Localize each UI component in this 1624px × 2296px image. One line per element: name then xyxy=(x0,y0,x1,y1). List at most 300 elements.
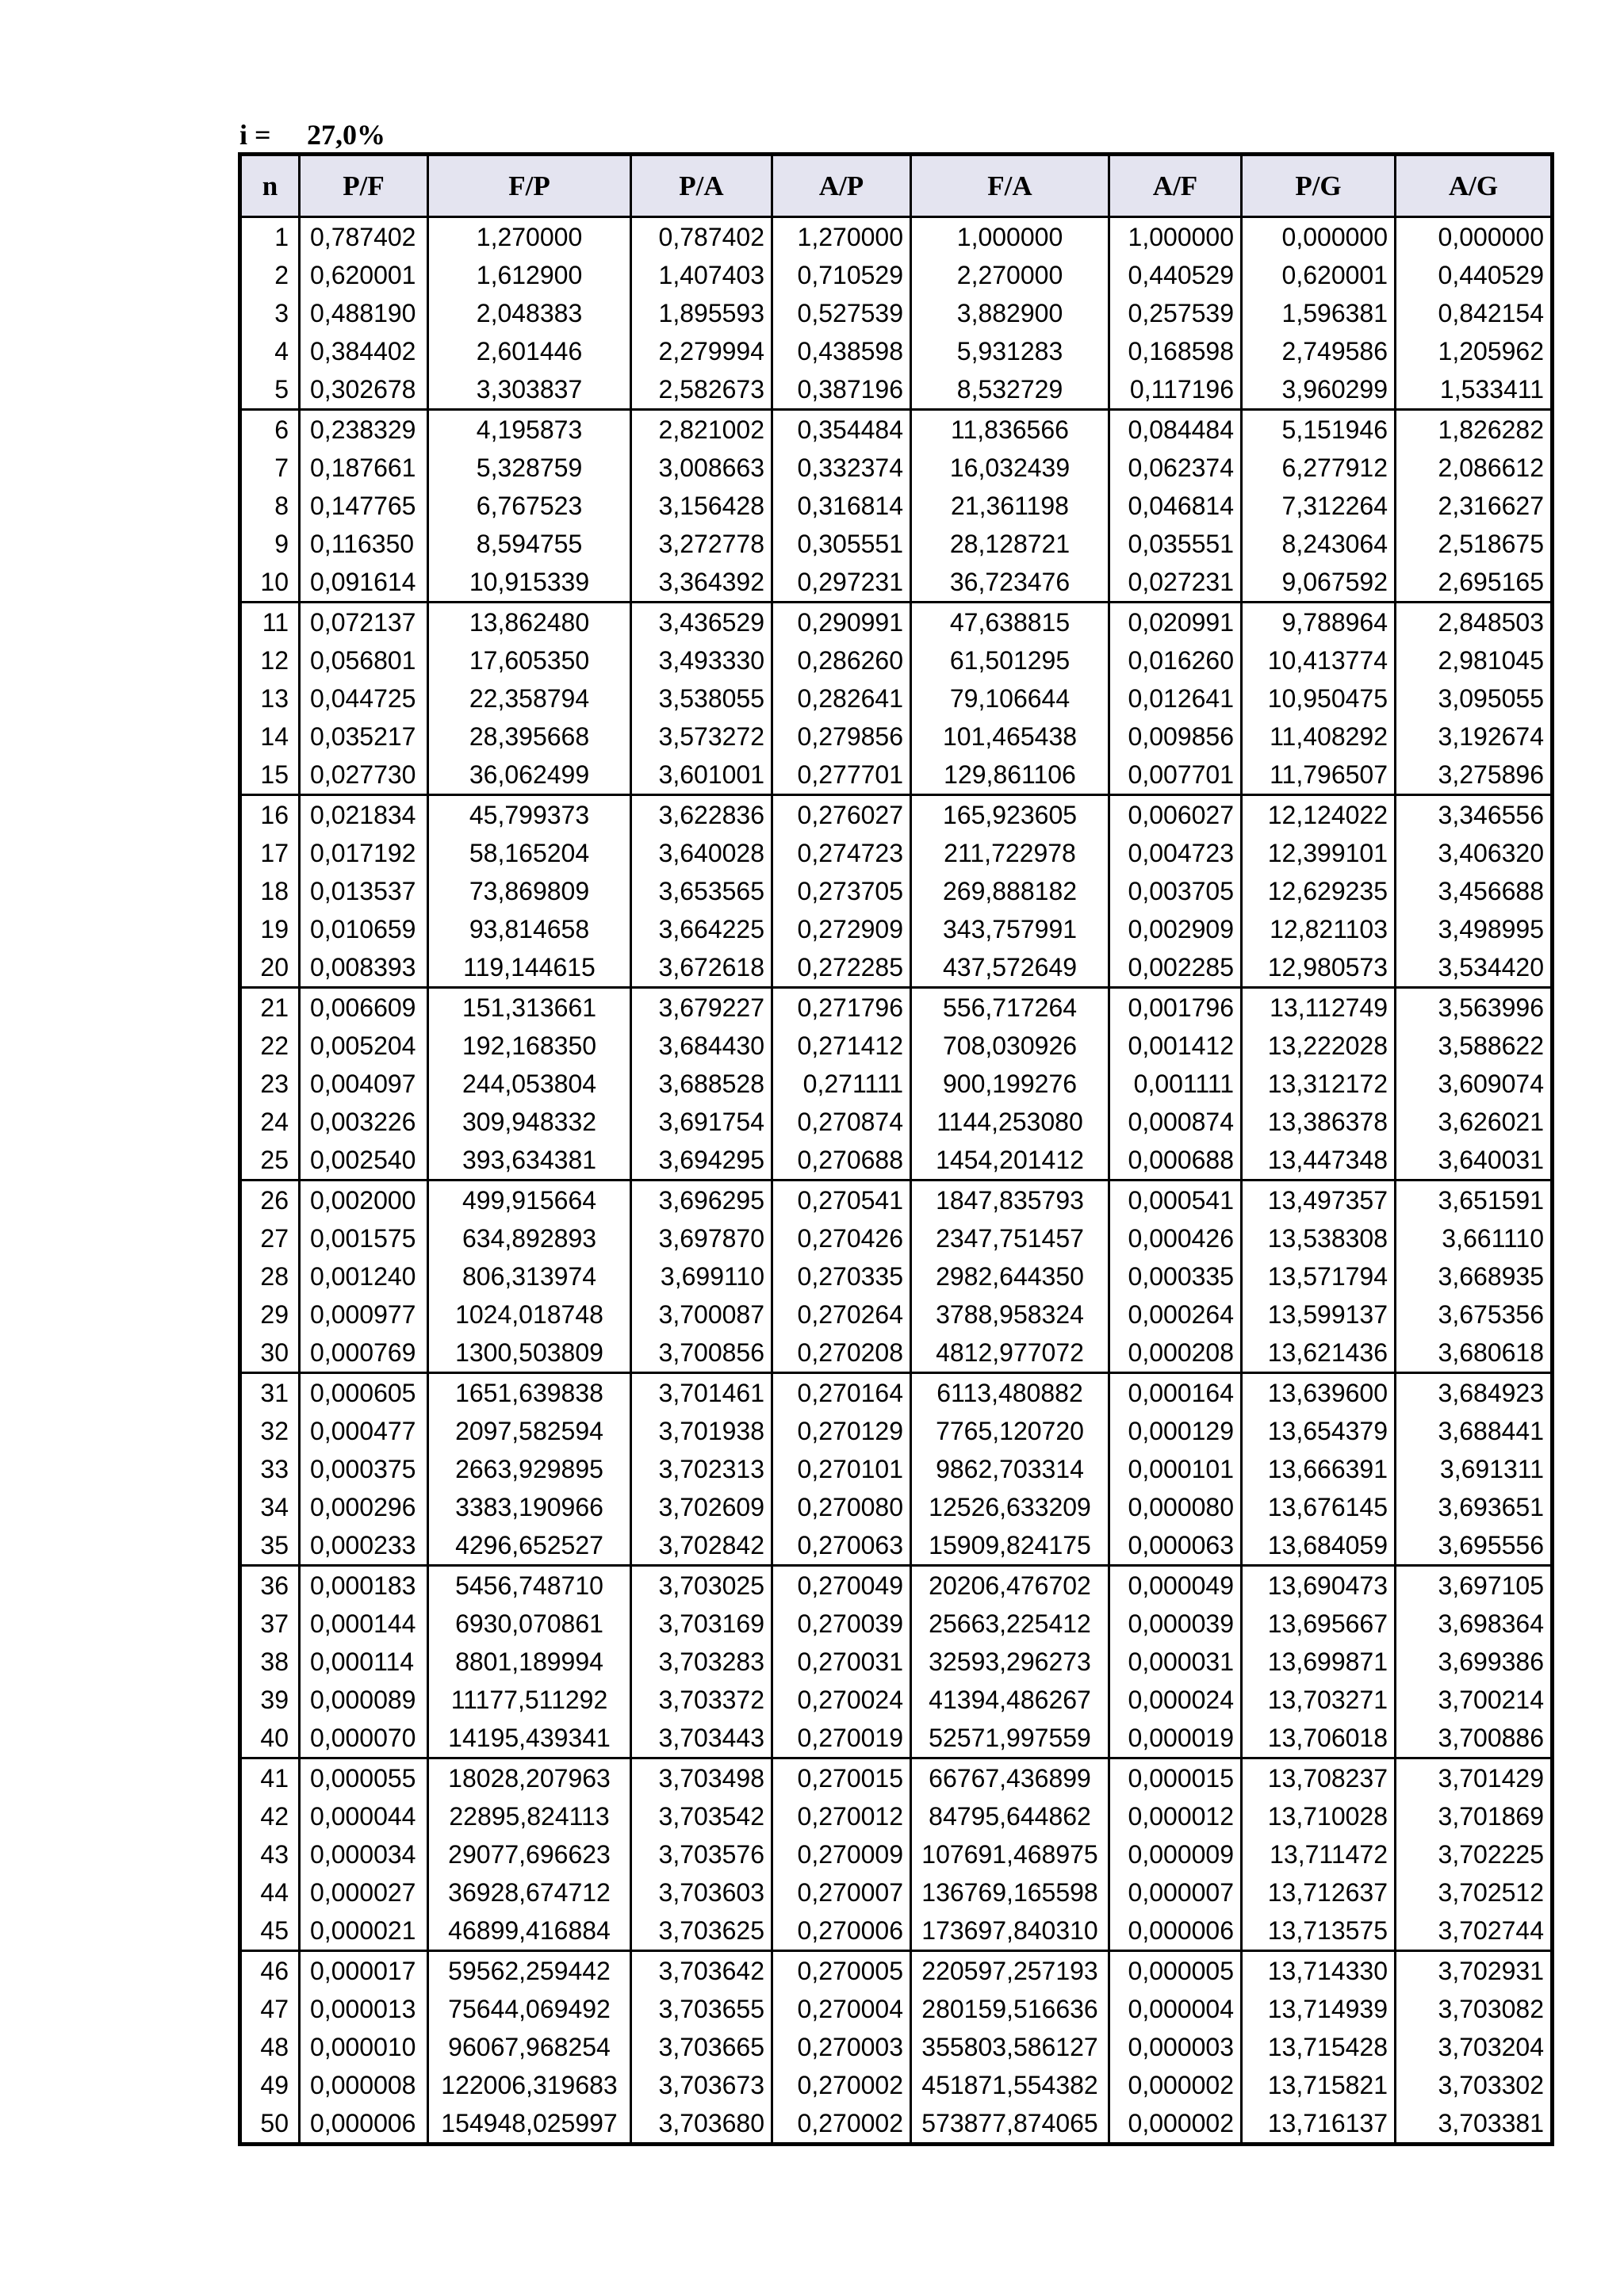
cell-fp: 93,814658 xyxy=(428,910,631,948)
header-pf: P/F xyxy=(300,155,428,217)
cell-fa: 6113,480882 xyxy=(911,1373,1109,1413)
cell-pg: 12,821103 xyxy=(1242,910,1396,948)
cell-ap: 0,270129 xyxy=(772,1412,911,1450)
cell-ag: 1,533411 xyxy=(1396,370,1553,410)
cell-fp: 45,799373 xyxy=(428,795,631,835)
cell-pa: 2,279994 xyxy=(631,332,772,370)
table-row xyxy=(240,948,1553,988)
cell-pa: 3,573272 xyxy=(631,718,772,756)
cell-pf: 0,000183 xyxy=(300,1566,428,1605)
table-row xyxy=(240,1681,1553,1719)
cell-fp: 806,313974 xyxy=(428,1257,631,1295)
cell-ap: 0,270063 xyxy=(772,1526,911,1566)
cell-pg: 13,706018 xyxy=(1242,1719,1396,1758)
cell-af: 0,000874 xyxy=(1109,1103,1242,1141)
cell-ag: 3,698364 xyxy=(1396,1605,1553,1643)
cell-fa: 16,032439 xyxy=(911,449,1109,487)
cell-ap: 0,270004 xyxy=(772,1990,911,2028)
cell-fp: 96067,968254 xyxy=(428,2028,631,2066)
cell-pf: 0,017192 xyxy=(300,834,428,872)
cell-af: 0,016260 xyxy=(1109,641,1242,679)
cell-ag: 3,701869 xyxy=(1396,1797,1553,1835)
cell-pf: 0,620001 xyxy=(300,256,428,294)
cell-n: 29 xyxy=(240,1295,300,1334)
cell-ap: 0,710529 xyxy=(772,256,911,294)
cell-fp: 4,195873 xyxy=(428,410,631,450)
cell-pg: 3,960299 xyxy=(1242,370,1396,410)
cell-n: 17 xyxy=(240,834,300,872)
cell-pf: 0,000006 xyxy=(300,2104,428,2145)
cell-fp: 58,165204 xyxy=(428,834,631,872)
table-row xyxy=(240,370,1553,410)
cell-pf: 0,005204 xyxy=(300,1027,428,1065)
cell-n: 49 xyxy=(240,2066,300,2104)
cell-pf: 0,000089 xyxy=(300,1681,428,1719)
cell-ap: 0,272285 xyxy=(772,948,911,988)
cell-pg: 13,621436 xyxy=(1242,1334,1396,1373)
cell-ap: 0,270009 xyxy=(772,1835,911,1873)
table-row xyxy=(240,1990,1553,2028)
cell-af: 0,009856 xyxy=(1109,718,1242,756)
cell-pg: 7,312264 xyxy=(1242,487,1396,525)
cell-af: 0,000009 xyxy=(1109,1835,1242,1873)
header-fp: F/P xyxy=(428,155,631,217)
cell-ap: 0,270164 xyxy=(772,1373,911,1413)
cell-fp: 1651,639838 xyxy=(428,1373,631,1413)
cell-fp: 6930,070861 xyxy=(428,1605,631,1643)
cell-fp: 122006,319683 xyxy=(428,2066,631,2104)
table-row xyxy=(240,795,1553,835)
cell-n: 43 xyxy=(240,1835,300,1873)
cell-ag: 3,192674 xyxy=(1396,718,1553,756)
cell-fa: 2,270000 xyxy=(911,256,1109,294)
cell-fa: 15909,824175 xyxy=(911,1526,1109,1566)
table-row xyxy=(240,872,1553,910)
cell-fa: 41394,486267 xyxy=(911,1681,1109,1719)
cell-ag: 3,688441 xyxy=(1396,1412,1553,1450)
cell-fp: 59562,259442 xyxy=(428,1951,631,1991)
cell-fa: 573877,874065 xyxy=(911,2104,1109,2145)
cell-af: 0,027231 xyxy=(1109,563,1242,603)
cell-pg: 12,629235 xyxy=(1242,872,1396,910)
table-row xyxy=(240,1181,1553,1220)
table-row xyxy=(240,1219,1553,1257)
cell-ap: 0,273705 xyxy=(772,872,911,910)
table-row xyxy=(240,1605,1553,1643)
cell-ap: 0,270264 xyxy=(772,1295,911,1334)
cell-fa: 1847,835793 xyxy=(911,1181,1109,1220)
cell-af: 0,000005 xyxy=(1109,1951,1242,1991)
cell-af: 0,000002 xyxy=(1109,2104,1242,2145)
cell-ag: 3,703082 xyxy=(1396,1990,1553,2028)
cell-ag: 3,534420 xyxy=(1396,948,1553,988)
cell-n: 50 xyxy=(240,2104,300,2145)
cell-n: 22 xyxy=(240,1027,300,1065)
cell-fp: 1024,018748 xyxy=(428,1295,631,1334)
cell-ap: 0,270024 xyxy=(772,1681,911,1719)
cell-pg: 12,980573 xyxy=(1242,948,1396,988)
cell-ag: 1,205962 xyxy=(1396,332,1553,370)
cell-fp: 2097,582594 xyxy=(428,1412,631,1450)
cell-pf: 0,000017 xyxy=(300,1951,428,1991)
cell-fp: 1,270000 xyxy=(428,217,631,257)
cell-fp: 22,358794 xyxy=(428,679,631,718)
cell-ap: 0,274723 xyxy=(772,834,911,872)
table-row xyxy=(240,487,1553,525)
cell-pa: 3,622836 xyxy=(631,795,772,835)
cell-fp: 634,892893 xyxy=(428,1219,631,1257)
cell-ag: 3,456688 xyxy=(1396,872,1553,910)
cell-fp: 3383,190966 xyxy=(428,1488,631,1526)
cell-fa: 437,572649 xyxy=(911,948,1109,988)
cell-n: 5 xyxy=(240,370,300,410)
cell-pa: 3,702609 xyxy=(631,1488,772,1526)
cell-fp: 499,915664 xyxy=(428,1181,631,1220)
table-row xyxy=(240,1450,1553,1488)
cell-pa: 3,493330 xyxy=(631,641,772,679)
table-row xyxy=(240,1797,1553,1835)
table-row xyxy=(240,1141,1553,1181)
cell-fa: 708,030926 xyxy=(911,1027,1109,1065)
cell-n: 18 xyxy=(240,872,300,910)
cell-n: 39 xyxy=(240,1681,300,1719)
table-row xyxy=(240,2066,1553,2104)
cell-ag: 3,700214 xyxy=(1396,1681,1553,1719)
cell-fp: 29077,696623 xyxy=(428,1835,631,1873)
cell-pf: 0,000055 xyxy=(300,1758,428,1798)
cell-pa: 3,703603 xyxy=(631,1873,772,1911)
table-row xyxy=(240,1758,1553,1798)
cell-pa: 3,703625 xyxy=(631,1911,772,1951)
cell-ag: 3,702931 xyxy=(1396,1951,1553,1991)
cell-pg: 1,596381 xyxy=(1242,294,1396,332)
cell-n: 40 xyxy=(240,1719,300,1758)
cell-pg: 13,699871 xyxy=(1242,1643,1396,1681)
cell-pf: 0,000296 xyxy=(300,1488,428,1526)
cell-n: 16 xyxy=(240,795,300,835)
cell-n: 19 xyxy=(240,910,300,948)
cell-af: 0,000015 xyxy=(1109,1758,1242,1798)
cell-fp: 192,168350 xyxy=(428,1027,631,1065)
cell-ap: 0,270039 xyxy=(772,1605,911,1643)
header-ag: A/G xyxy=(1396,155,1553,217)
cell-fa: 7765,120720 xyxy=(911,1412,1109,1450)
cell-n: 41 xyxy=(240,1758,300,1798)
cell-pa: 3,672618 xyxy=(631,948,772,988)
cell-n: 11 xyxy=(240,603,300,642)
cell-af: 0,002909 xyxy=(1109,910,1242,948)
cell-n: 37 xyxy=(240,1605,300,1643)
table-row xyxy=(240,1719,1553,1758)
cell-ag: 3,684923 xyxy=(1396,1373,1553,1413)
cell-fa: 107691,468975 xyxy=(911,1835,1109,1873)
cell-ap: 0,279856 xyxy=(772,718,911,756)
cell-fa: 84795,644862 xyxy=(911,1797,1109,1835)
cell-fa: 66767,436899 xyxy=(911,1758,1109,1798)
table-row xyxy=(240,988,1553,1027)
cell-n: 33 xyxy=(240,1450,300,1488)
cell-n: 32 xyxy=(240,1412,300,1450)
cell-fp: 18028,207963 xyxy=(428,1758,631,1798)
cell-pa: 3,703283 xyxy=(631,1643,772,1681)
cell-ag: 2,316627 xyxy=(1396,487,1553,525)
cell-ag: 2,981045 xyxy=(1396,641,1553,679)
cell-fa: 21,361198 xyxy=(911,487,1109,525)
table-row xyxy=(240,217,1553,257)
cell-ap: 0,271412 xyxy=(772,1027,911,1065)
cell-ap: 0,270002 xyxy=(772,2104,911,2145)
cell-ag: 3,095055 xyxy=(1396,679,1553,718)
cell-fa: 451871,554382 xyxy=(911,2066,1109,2104)
cell-af: 0,000024 xyxy=(1109,1681,1242,1719)
cell-pa: 3,601001 xyxy=(631,756,772,795)
table-row xyxy=(240,718,1553,756)
cell-fp: 8801,189994 xyxy=(428,1643,631,1681)
cell-pg: 13,690473 xyxy=(1242,1566,1396,1605)
cell-ag: 3,702512 xyxy=(1396,1873,1553,1911)
cell-af: 0,000426 xyxy=(1109,1219,1242,1257)
cell-n: 13 xyxy=(240,679,300,718)
cell-pf: 0,008393 xyxy=(300,948,428,988)
cell-af: 0,003705 xyxy=(1109,872,1242,910)
cell-fp: 393,634381 xyxy=(428,1141,631,1181)
cell-pf: 0,000008 xyxy=(300,2066,428,2104)
cell-pf: 0,000977 xyxy=(300,1295,428,1334)
cell-n: 45 xyxy=(240,1911,300,1951)
cell-af: 0,000006 xyxy=(1109,1911,1242,1951)
cell-ag: 3,703381 xyxy=(1396,2104,1553,2145)
cell-ag: 3,701429 xyxy=(1396,1758,1553,1798)
cell-ag: 0,440529 xyxy=(1396,256,1553,294)
cell-pa: 3,702842 xyxy=(631,1526,772,1566)
cell-pa: 3,008663 xyxy=(631,449,772,487)
cell-ap: 0,527539 xyxy=(772,294,911,332)
cell-ag: 3,691311 xyxy=(1396,1450,1553,1488)
header-af: A/F xyxy=(1109,155,1242,217)
table-row xyxy=(240,332,1553,370)
cell-pg: 6,277912 xyxy=(1242,449,1396,487)
cell-pf: 0,035217 xyxy=(300,718,428,756)
cell-n: 34 xyxy=(240,1488,300,1526)
cell-fa: 4812,977072 xyxy=(911,1334,1109,1373)
cell-fa: 900,199276 xyxy=(911,1065,1109,1103)
header-pa: P/A xyxy=(631,155,772,217)
cell-fa: 25663,225412 xyxy=(911,1605,1109,1643)
cell-pf: 0,000010 xyxy=(300,2028,428,2066)
cell-fp: 46899,416884 xyxy=(428,1911,631,1951)
cell-n: 30 xyxy=(240,1334,300,1373)
cell-pf: 0,116350 xyxy=(300,525,428,563)
cell-pf: 0,001575 xyxy=(300,1219,428,1257)
cell-ap: 0,297231 xyxy=(772,563,911,603)
cell-pf: 0,000477 xyxy=(300,1412,428,1450)
cell-fa: 36,723476 xyxy=(911,563,1109,603)
cell-ap: 0,270012 xyxy=(772,1797,911,1835)
cell-pg: 13,312172 xyxy=(1242,1065,1396,1103)
cell-ag: 3,703302 xyxy=(1396,2066,1553,2104)
cell-n: 23 xyxy=(240,1065,300,1103)
cell-pg: 13,666391 xyxy=(1242,1450,1396,1488)
cell-pa: 0,787402 xyxy=(631,217,772,257)
table-row xyxy=(240,1526,1553,1566)
cell-pf: 0,147765 xyxy=(300,487,428,525)
interest-factor-table xyxy=(238,152,1554,2146)
cell-pa: 3,703642 xyxy=(631,1951,772,1991)
cell-pg: 13,711472 xyxy=(1242,1835,1396,1873)
cell-af: 0,000012 xyxy=(1109,1797,1242,1835)
cell-fa: 3788,958324 xyxy=(911,1295,1109,1334)
cell-ap: 0,270003 xyxy=(772,2028,911,2066)
cell-af: 0,004723 xyxy=(1109,834,1242,872)
cell-pa: 3,679227 xyxy=(631,988,772,1027)
cell-pf: 0,000375 xyxy=(300,1450,428,1488)
cell-n: 38 xyxy=(240,1643,300,1681)
cell-ag: 3,693651 xyxy=(1396,1488,1553,1526)
cell-pa: 3,696295 xyxy=(631,1181,772,1220)
cell-ap: 0,270208 xyxy=(772,1334,911,1373)
cell-n: 7 xyxy=(240,449,300,487)
cell-pg: 13,695667 xyxy=(1242,1605,1396,1643)
cell-fa: 2982,644350 xyxy=(911,1257,1109,1295)
cell-pa: 3,272778 xyxy=(631,525,772,563)
cell-ag: 2,695165 xyxy=(1396,563,1553,603)
cell-n: 44 xyxy=(240,1873,300,1911)
cell-pf: 0,787402 xyxy=(300,217,428,257)
cell-pf: 0,002540 xyxy=(300,1141,428,1181)
table-row xyxy=(240,449,1553,487)
cell-pa: 3,664225 xyxy=(631,910,772,948)
cell-fa: 9862,703314 xyxy=(911,1450,1109,1488)
table-row xyxy=(240,1065,1553,1103)
cell-n: 48 xyxy=(240,2028,300,2066)
cell-pa: 3,703655 xyxy=(631,1990,772,2028)
cell-af: 0,000019 xyxy=(1109,1719,1242,1758)
cell-ap: 0,290991 xyxy=(772,603,911,642)
cell-fa: 220597,257193 xyxy=(911,1951,1109,1991)
cell-pf: 0,488190 xyxy=(300,294,428,332)
cell-pg: 13,713575 xyxy=(1242,1911,1396,1951)
cell-pg: 12,124022 xyxy=(1242,795,1396,835)
cell-ag: 3,406320 xyxy=(1396,834,1553,872)
cell-pg: 13,222028 xyxy=(1242,1027,1396,1065)
cell-af: 0,035551 xyxy=(1109,525,1242,563)
cell-pg: 5,151946 xyxy=(1242,410,1396,450)
cell-n: 27 xyxy=(240,1219,300,1257)
cell-ag: 3,700886 xyxy=(1396,1719,1553,1758)
cell-n: 6 xyxy=(240,410,300,450)
cell-af: 0,000264 xyxy=(1109,1295,1242,1334)
table-row xyxy=(240,294,1553,332)
cell-ap: 0,272909 xyxy=(772,910,911,948)
cell-ag: 3,668935 xyxy=(1396,1257,1553,1295)
cell-af: 0,000049 xyxy=(1109,1566,1242,1605)
cell-af: 0,000541 xyxy=(1109,1181,1242,1220)
cell-af: 1,000000 xyxy=(1109,217,1242,257)
cell-ag: 3,651591 xyxy=(1396,1181,1553,1220)
cell-ap: 0,270426 xyxy=(772,1219,911,1257)
cell-pf: 0,000034 xyxy=(300,1835,428,1873)
cell-fa: 165,923605 xyxy=(911,795,1109,835)
cell-pf: 0,384402 xyxy=(300,332,428,370)
cell-pg: 13,714939 xyxy=(1242,1990,1396,2028)
table-row xyxy=(240,603,1553,642)
table-row xyxy=(240,1488,1553,1526)
cell-fp: 2,601446 xyxy=(428,332,631,370)
cell-fa: 32593,296273 xyxy=(911,1643,1109,1681)
cell-pg: 2,749586 xyxy=(1242,332,1396,370)
table-row xyxy=(240,1027,1553,1065)
cell-ap: 0,270005 xyxy=(772,1951,911,1991)
cell-pg: 12,399101 xyxy=(1242,834,1396,872)
cell-pa: 3,702313 xyxy=(631,1450,772,1488)
cell-af: 0,084484 xyxy=(1109,410,1242,450)
cell-n: 10 xyxy=(240,563,300,603)
cell-n: 36 xyxy=(240,1566,300,1605)
table-row xyxy=(240,1911,1553,1951)
cell-fa: 52571,997559 xyxy=(911,1719,1109,1758)
cell-ap: 0,270002 xyxy=(772,2066,911,2104)
cell-af: 0,000080 xyxy=(1109,1488,1242,1526)
cell-ap: 0,270019 xyxy=(772,1719,911,1758)
cell-pg: 9,788964 xyxy=(1242,603,1396,642)
cell-ag: 3,680618 xyxy=(1396,1334,1553,1373)
cell-fa: 20206,476702 xyxy=(911,1566,1109,1605)
cell-pa: 3,364392 xyxy=(631,563,772,603)
cell-pg: 0,000000 xyxy=(1242,217,1396,257)
cell-pf: 0,000769 xyxy=(300,1334,428,1373)
cell-ap: 0,276027 xyxy=(772,795,911,835)
cell-pg: 11,408292 xyxy=(1242,718,1396,756)
cell-fa: 2347,751457 xyxy=(911,1219,1109,1257)
cell-af: 0,007701 xyxy=(1109,756,1242,795)
cell-fp: 309,948332 xyxy=(428,1103,631,1141)
cell-fa: 211,722978 xyxy=(911,834,1109,872)
cell-ag: 3,626021 xyxy=(1396,1103,1553,1141)
cell-pa: 3,703542 xyxy=(631,1797,772,1835)
cell-af: 0,000208 xyxy=(1109,1334,1242,1373)
cell-af: 0,000039 xyxy=(1109,1605,1242,1643)
cell-fp: 4296,652527 xyxy=(428,1526,631,1566)
table-row xyxy=(240,834,1553,872)
cell-pg: 13,112749 xyxy=(1242,988,1396,1027)
cell-n: 8 xyxy=(240,487,300,525)
cell-fa: 136769,165598 xyxy=(911,1873,1109,1911)
cell-fa: 8,532729 xyxy=(911,370,1109,410)
cell-pf: 0,021834 xyxy=(300,795,428,835)
cell-pf: 0,302678 xyxy=(300,370,428,410)
table-row xyxy=(240,2104,1553,2145)
cell-fp: 28,395668 xyxy=(428,718,631,756)
cell-fp: 2,048383 xyxy=(428,294,631,332)
cell-fp: 154948,025997 xyxy=(428,2104,631,2145)
header-fa: F/A xyxy=(911,155,1109,217)
cell-ag: 3,588622 xyxy=(1396,1027,1553,1065)
cell-af: 0,000688 xyxy=(1109,1141,1242,1181)
cell-pa: 3,538055 xyxy=(631,679,772,718)
cell-fp: 3,303837 xyxy=(428,370,631,410)
cell-pf: 0,072137 xyxy=(300,603,428,642)
cell-fa: 101,465438 xyxy=(911,718,1109,756)
cell-pa: 3,700856 xyxy=(631,1334,772,1373)
cell-pa: 3,703498 xyxy=(631,1758,772,1798)
cell-pa: 3,699110 xyxy=(631,1257,772,1295)
cell-af: 0,000003 xyxy=(1109,2028,1242,2066)
cell-fa: 173697,840310 xyxy=(911,1911,1109,1951)
cell-ap: 0,270049 xyxy=(772,1566,911,1605)
cell-pa: 3,688528 xyxy=(631,1065,772,1103)
cell-pg: 13,714330 xyxy=(1242,1951,1396,1991)
cell-ag: 3,699386 xyxy=(1396,1643,1553,1681)
